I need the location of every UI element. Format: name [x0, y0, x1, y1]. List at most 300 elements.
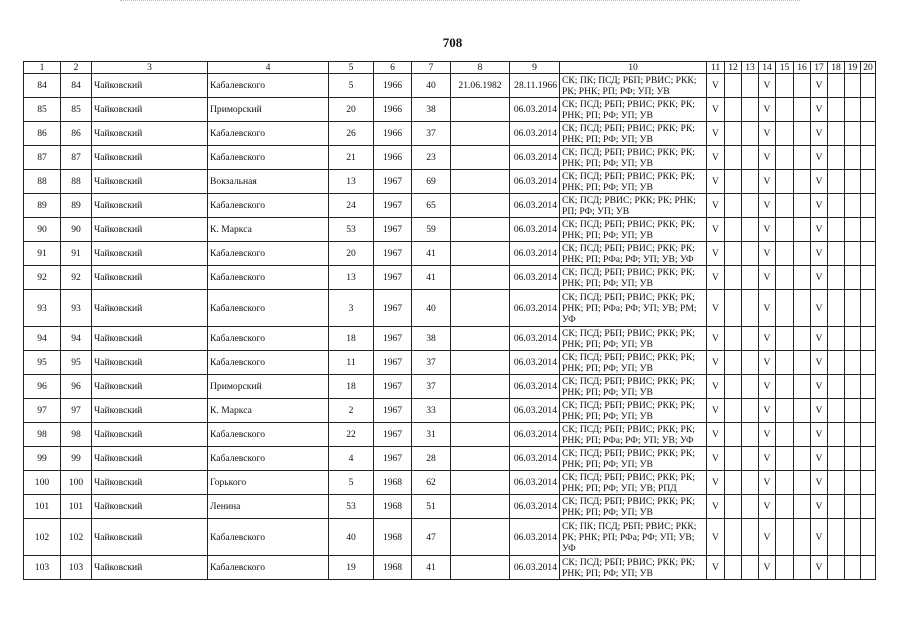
street-cell: Кабалевского — [208, 74, 329, 98]
city-cell: Чайковский — [92, 266, 208, 290]
row-number: 101 — [24, 495, 61, 519]
date-registered: 06.03.2014 — [510, 519, 560, 556]
street-cell: К. Маркса — [208, 399, 329, 423]
mark-col-17: V — [811, 495, 828, 519]
mark-col-19 — [845, 351, 861, 375]
mark-col-15 — [776, 423, 794, 447]
city-cell: Чайковский — [92, 327, 208, 351]
column-header: 15 — [776, 62, 794, 74]
mark-col-20 — [861, 290, 876, 327]
date-start — [451, 375, 510, 399]
apartment-count: 28 — [412, 447, 451, 471]
table-row — [24, 327, 876, 351]
column-header: 19 — [845, 62, 861, 74]
street-cell: Кабалевского — [208, 519, 329, 556]
mark-col-11: V — [707, 327, 725, 351]
mark-col-16 — [794, 194, 811, 218]
mark-col-17: V — [811, 351, 828, 375]
mark-col-20 — [861, 556, 876, 580]
mark-col-19 — [845, 375, 861, 399]
mark-col-20 — [861, 74, 876, 98]
table-body — [24, 74, 876, 580]
mark-col-17: V — [811, 74, 828, 98]
table-row — [24, 266, 876, 290]
house-number: 26 — [329, 122, 374, 146]
mark-col-19 — [845, 170, 861, 194]
date-registered: 06.03.2014 — [510, 218, 560, 242]
row-number: 93 — [24, 290, 61, 327]
table-row — [24, 146, 876, 170]
column-header: 18 — [828, 62, 845, 74]
mark-col-18 — [828, 290, 845, 327]
building-number: 87 — [61, 146, 92, 170]
apartment-count: 23 — [412, 146, 451, 170]
mark-col-16 — [794, 327, 811, 351]
apartment-count: 69 — [412, 170, 451, 194]
mark-col-12 — [725, 471, 742, 495]
year-built: 1967 — [374, 375, 412, 399]
header-row — [24, 62, 876, 74]
row-number: 94 — [24, 327, 61, 351]
mark-col-11: V — [707, 218, 725, 242]
column-header: 17 — [811, 62, 828, 74]
house-number: 2 — [329, 399, 374, 423]
mark-col-11: V — [707, 146, 725, 170]
city-cell: Чайковский — [92, 423, 208, 447]
year-built: 1966 — [374, 146, 412, 170]
mark-col-20 — [861, 98, 876, 122]
mark-col-17: V — [811, 447, 828, 471]
doc-types: СК; ПК; ПСД; РБП; РВИС; РКК; РК; РНК; РП; РФа; РФ; УП; УВ; УФ — [560, 519, 707, 556]
date-registered: 06.03.2014 — [510, 194, 560, 218]
building-number: 95 — [61, 351, 92, 375]
mark-col-13 — [742, 375, 759, 399]
doc-types: СК; ПСД; РВИС; РКК; РК; РНК; РП; РФ; УП; УВ — [560, 194, 707, 218]
street-cell: Кабалевского — [208, 290, 329, 327]
year-built: 1967 — [374, 423, 412, 447]
date-registered: 06.03.2014 — [510, 447, 560, 471]
mark-col-12 — [725, 519, 742, 556]
mark-col-19 — [845, 399, 861, 423]
street-cell: Кабалевского — [208, 327, 329, 351]
mark-col-12 — [725, 170, 742, 194]
mark-col-15 — [776, 266, 794, 290]
column-header: 6 — [374, 62, 412, 74]
mark-col-18 — [828, 351, 845, 375]
apartment-count: 38 — [412, 98, 451, 122]
mark-col-14: V — [759, 375, 776, 399]
date-start — [451, 556, 510, 580]
date-registered: 06.03.2014 — [510, 327, 560, 351]
mark-col-19 — [845, 122, 861, 146]
mark-col-17: V — [811, 519, 828, 556]
city-cell: Чайковский — [92, 170, 208, 194]
mark-col-16 — [794, 290, 811, 327]
street-cell: Кабалевского — [208, 122, 329, 146]
street-cell: Кабалевского — [208, 194, 329, 218]
doc-types: СК; ПСД; РБП; РВИС; РКК; РК; РНК; РП; РФ; УП; УВ — [560, 327, 707, 351]
doc-types: СК; ПСД; РБП; РВИС; РКК; РК; РНК; РП; РФ; УП; УВ — [560, 266, 707, 290]
doc-types: СК; ПСД; РБП; РВИС; РКК; РК; РНК; РП; РФ; УП; УВ — [560, 495, 707, 519]
date-start: 21.06.1982 — [451, 74, 510, 98]
city-cell: Чайковский — [92, 74, 208, 98]
date-start — [451, 266, 510, 290]
street-cell: Кабалевского — [208, 266, 329, 290]
column-header: 2 — [61, 62, 92, 74]
mark-col-11: V — [707, 290, 725, 327]
date-start — [451, 399, 510, 423]
mark-col-16 — [794, 519, 811, 556]
mark-col-13 — [742, 218, 759, 242]
mark-col-16 — [794, 423, 811, 447]
mark-col-17: V — [811, 218, 828, 242]
year-built: 1968 — [374, 519, 412, 556]
apartment-count: 37 — [412, 375, 451, 399]
mark-col-13 — [742, 447, 759, 471]
mark-col-14: V — [759, 194, 776, 218]
building-number: 91 — [61, 242, 92, 266]
date-registered: 06.03.2014 — [510, 242, 560, 266]
city-cell: Чайковский — [92, 375, 208, 399]
street-cell: Кабалевского — [208, 146, 329, 170]
year-built: 1968 — [374, 495, 412, 519]
year-built: 1967 — [374, 290, 412, 327]
mark-col-15 — [776, 471, 794, 495]
mark-col-12 — [725, 351, 742, 375]
building-number: 90 — [61, 218, 92, 242]
mark-col-11: V — [707, 399, 725, 423]
date-start — [451, 471, 510, 495]
mark-col-13 — [742, 146, 759, 170]
date-registered: 06.03.2014 — [510, 351, 560, 375]
mark-col-13 — [742, 266, 759, 290]
mark-col-16 — [794, 399, 811, 423]
mark-col-12 — [725, 423, 742, 447]
mark-col-11: V — [707, 242, 725, 266]
building-number: 103 — [61, 556, 92, 580]
city-cell: Чайковский — [92, 351, 208, 375]
city-cell: Чайковский — [92, 122, 208, 146]
mark-col-19 — [845, 290, 861, 327]
mark-col-19 — [845, 266, 861, 290]
doc-types: СК; ПСД; РБП; РВИС; РКК; РК; РНК; РП; РФ; УП; УВ — [560, 218, 707, 242]
mark-col-15 — [776, 399, 794, 423]
mark-col-19 — [845, 519, 861, 556]
street-cell: Приморский — [208, 375, 329, 399]
column-header: 13 — [742, 62, 759, 74]
mark-col-19 — [845, 327, 861, 351]
apartment-count: 65 — [412, 194, 451, 218]
mark-col-18 — [828, 399, 845, 423]
apartment-count: 41 — [412, 556, 451, 580]
mark-col-19 — [845, 423, 861, 447]
mark-col-18 — [828, 447, 845, 471]
mark-col-19 — [845, 556, 861, 580]
mark-col-15 — [776, 146, 794, 170]
building-number: 101 — [61, 495, 92, 519]
city-cell: Чайковский — [92, 495, 208, 519]
date-registered: 28.11.1966 — [510, 74, 560, 98]
street-cell: Кабалевского — [208, 447, 329, 471]
mark-col-14: V — [759, 290, 776, 327]
apartment-count: 31 — [412, 423, 451, 447]
mark-col-14: V — [759, 471, 776, 495]
mark-col-16 — [794, 146, 811, 170]
house-number: 53 — [329, 495, 374, 519]
building-number: 100 — [61, 471, 92, 495]
date-start — [451, 122, 510, 146]
mark-col-12 — [725, 242, 742, 266]
date-start — [451, 447, 510, 471]
city-cell: Чайковский — [92, 399, 208, 423]
mark-col-17: V — [811, 375, 828, 399]
house-number: 22 — [329, 423, 374, 447]
table-row — [24, 447, 876, 471]
mark-col-11: V — [707, 98, 725, 122]
year-built: 1966 — [374, 122, 412, 146]
mark-col-16 — [794, 351, 811, 375]
mark-col-18 — [828, 375, 845, 399]
mark-col-20 — [861, 375, 876, 399]
street-cell: Приморский — [208, 98, 329, 122]
date-start — [451, 327, 510, 351]
year-built: 1966 — [374, 98, 412, 122]
year-built: 1966 — [374, 74, 412, 98]
mark-col-15 — [776, 98, 794, 122]
mark-col-11: V — [707, 423, 725, 447]
mark-col-19 — [845, 242, 861, 266]
mark-col-15 — [776, 218, 794, 242]
mark-col-14: V — [759, 170, 776, 194]
mark-col-14: V — [759, 74, 776, 98]
mark-col-11: V — [707, 375, 725, 399]
mark-col-13 — [742, 399, 759, 423]
mark-col-14: V — [759, 495, 776, 519]
mark-col-16 — [794, 266, 811, 290]
apartment-count: 47 — [412, 519, 451, 556]
date-start — [451, 146, 510, 170]
mark-col-15 — [776, 375, 794, 399]
mark-col-16 — [794, 74, 811, 98]
table-row — [24, 423, 876, 447]
mark-col-14: V — [759, 122, 776, 146]
table-row — [24, 471, 876, 495]
mark-col-11: V — [707, 556, 725, 580]
mark-col-19 — [845, 74, 861, 98]
date-registered: 06.03.2014 — [510, 423, 560, 447]
column-header: 14 — [759, 62, 776, 74]
mark-col-16 — [794, 375, 811, 399]
mark-col-13 — [742, 495, 759, 519]
mark-col-15 — [776, 74, 794, 98]
mark-col-15 — [776, 495, 794, 519]
mark-col-13 — [742, 556, 759, 580]
mark-col-13 — [742, 122, 759, 146]
table-row — [24, 290, 876, 327]
scan-edge-line — [120, 0, 800, 2]
year-built: 1967 — [374, 218, 412, 242]
doc-types: СК; ПСД; РБП; РВИС; РКК; РК; РНК; РП; РФ; УП; УВ — [560, 447, 707, 471]
mark-col-14: V — [759, 146, 776, 170]
house-number: 19 — [329, 556, 374, 580]
mark-col-14: V — [759, 447, 776, 471]
mark-col-18 — [828, 327, 845, 351]
column-header: 11 — [707, 62, 725, 74]
city-cell: Чайковский — [92, 98, 208, 122]
mark-col-18 — [828, 194, 845, 218]
apartment-count: 40 — [412, 290, 451, 327]
year-built: 1967 — [374, 194, 412, 218]
table-row — [24, 74, 876, 98]
registry-table — [23, 61, 876, 580]
city-cell: Чайковский — [92, 194, 208, 218]
row-number: 96 — [24, 375, 61, 399]
doc-types: СК; ПСД; РБП; РВИС; РКК; РК; РНК; РП; РФа; РФ; УП; УВ; УФ — [560, 423, 707, 447]
mark-col-20 — [861, 170, 876, 194]
mark-col-11: V — [707, 447, 725, 471]
mark-col-13 — [742, 327, 759, 351]
mark-col-18 — [828, 266, 845, 290]
mark-col-14: V — [759, 399, 776, 423]
date-registered: 06.03.2014 — [510, 399, 560, 423]
table-row — [24, 218, 876, 242]
table-row — [24, 495, 876, 519]
column-header: 20 — [861, 62, 876, 74]
mark-col-19 — [845, 447, 861, 471]
mark-col-13 — [742, 74, 759, 98]
mark-col-20 — [861, 242, 876, 266]
building-number: 93 — [61, 290, 92, 327]
mark-col-11: V — [707, 495, 725, 519]
row-number: 99 — [24, 447, 61, 471]
mark-col-20 — [861, 351, 876, 375]
house-number: 13 — [329, 170, 374, 194]
row-number: 84 — [24, 74, 61, 98]
mark-col-14: V — [759, 519, 776, 556]
date-registered: 06.03.2014 — [510, 266, 560, 290]
mark-col-15 — [776, 556, 794, 580]
column-header: 9 — [510, 62, 560, 74]
row-number: 90 — [24, 218, 61, 242]
house-number: 5 — [329, 471, 374, 495]
row-number: 92 — [24, 266, 61, 290]
doc-types: СК; ПСД; РБП; РВИС; РКК; РК; РНК; РП; РФ; УП; УВ — [560, 122, 707, 146]
mark-col-18 — [828, 556, 845, 580]
city-cell: Чайковский — [92, 519, 208, 556]
mark-col-18 — [828, 170, 845, 194]
mark-col-18 — [828, 122, 845, 146]
date-registered: 06.03.2014 — [510, 122, 560, 146]
mark-col-11: V — [707, 170, 725, 194]
date-start — [451, 98, 510, 122]
table-row — [24, 122, 876, 146]
apartment-count: 40 — [412, 74, 451, 98]
mark-col-18 — [828, 242, 845, 266]
mark-col-18 — [828, 471, 845, 495]
mark-col-13 — [742, 194, 759, 218]
mark-col-18 — [828, 519, 845, 556]
mark-col-16 — [794, 556, 811, 580]
mark-col-16 — [794, 98, 811, 122]
house-number: 18 — [329, 327, 374, 351]
mark-col-18 — [828, 423, 845, 447]
row-number: 85 — [24, 98, 61, 122]
year-built: 1968 — [374, 556, 412, 580]
house-number: 4 — [329, 447, 374, 471]
doc-types: СК; ПСД; РБП; РВИС; РКК; РК; РНК; РП; РФ; УП; УВ — [560, 351, 707, 375]
year-built: 1967 — [374, 447, 412, 471]
street-cell: Вокзальная — [208, 170, 329, 194]
mark-col-19 — [845, 194, 861, 218]
mark-col-16 — [794, 471, 811, 495]
row-number: 88 — [24, 170, 61, 194]
mark-col-20 — [861, 471, 876, 495]
apartment-count: 51 — [412, 495, 451, 519]
date-registered: 06.03.2014 — [510, 375, 560, 399]
mark-col-17: V — [811, 556, 828, 580]
year-built: 1968 — [374, 471, 412, 495]
city-cell: Чайковский — [92, 556, 208, 580]
building-number: 92 — [61, 266, 92, 290]
street-cell: К. Маркса — [208, 218, 329, 242]
doc-types: СК; ПСД; РБП; РВИС; РКК; РК; РНК; РП; РФ; УП; УВ — [560, 146, 707, 170]
city-cell: Чайковский — [92, 447, 208, 471]
mark-col-14: V — [759, 242, 776, 266]
mark-col-20 — [861, 447, 876, 471]
mark-col-18 — [828, 98, 845, 122]
mark-col-14: V — [759, 351, 776, 375]
mark-col-12 — [725, 327, 742, 351]
apartment-count: 37 — [412, 351, 451, 375]
apartment-count: 38 — [412, 327, 451, 351]
mark-col-16 — [794, 170, 811, 194]
mark-col-11: V — [707, 74, 725, 98]
row-number: 95 — [24, 351, 61, 375]
year-built: 1967 — [374, 242, 412, 266]
row-number: 103 — [24, 556, 61, 580]
column-header: 3 — [92, 62, 208, 74]
year-built: 1967 — [374, 399, 412, 423]
doc-types: СК; ПСД; РБП; РВИС; РКК; РК; РНК; РП; РФ; УП; УВ — [560, 375, 707, 399]
house-number: 11 — [329, 351, 374, 375]
doc-types: СК; ПСД; РБП; РВИС; РКК; РК; РНК; РП; РФ; УП; УВ — [560, 170, 707, 194]
mark-col-20 — [861, 399, 876, 423]
mark-col-12 — [725, 266, 742, 290]
mark-col-16 — [794, 122, 811, 146]
mark-col-20 — [861, 327, 876, 351]
row-number: 98 — [24, 423, 61, 447]
row-number: 86 — [24, 122, 61, 146]
table-row — [24, 556, 876, 580]
mark-col-15 — [776, 351, 794, 375]
date-registered: 06.03.2014 — [510, 495, 560, 519]
mark-col-20 — [861, 122, 876, 146]
table-row — [24, 351, 876, 375]
mark-col-13 — [742, 471, 759, 495]
building-number: 96 — [61, 375, 92, 399]
date-start — [451, 519, 510, 556]
mark-col-15 — [776, 290, 794, 327]
year-built: 1967 — [374, 266, 412, 290]
row-number: 102 — [24, 519, 61, 556]
street-cell: Кабалевского — [208, 351, 329, 375]
year-built: 1967 — [374, 170, 412, 194]
mark-col-17: V — [811, 423, 828, 447]
mark-col-15 — [776, 447, 794, 471]
mark-col-11: V — [707, 122, 725, 146]
column-header: 8 — [451, 62, 510, 74]
building-number: 84 — [61, 74, 92, 98]
